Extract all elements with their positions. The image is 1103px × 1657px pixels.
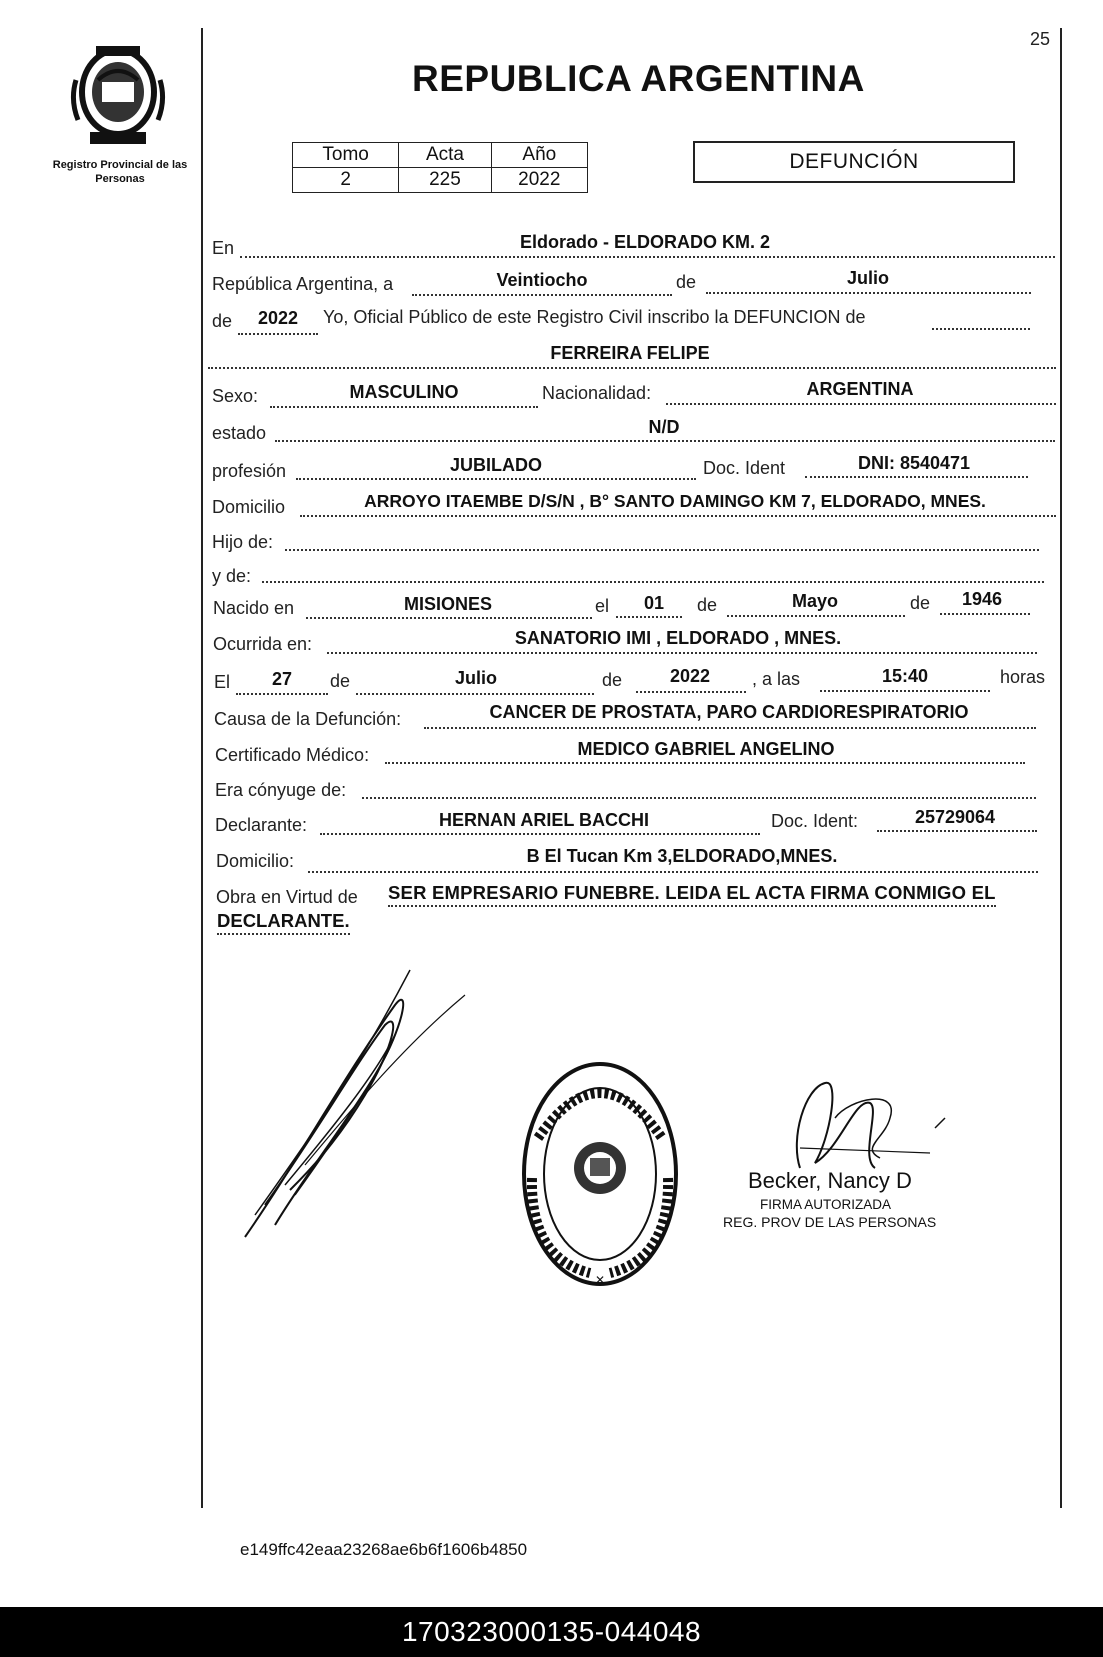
page-number: 25 — [1030, 29, 1051, 49]
label-de: de — [212, 311, 233, 331]
dotted-line — [356, 693, 594, 695]
label-hijo-de: Hijo de: — [212, 532, 274, 552]
label-domicilio: Domicilio — [212, 497, 286, 517]
nombre-value: FERREIRA FELIPE — [550, 343, 710, 363]
nac-dia-value: 01 — [643, 593, 665, 613]
dotted-line — [285, 549, 1039, 551]
label-en: En — [212, 238, 235, 258]
dotted-line — [240, 256, 1055, 258]
def-hora-value: 15:40 — [881, 666, 929, 686]
label-profesion: profesión — [212, 461, 287, 481]
dni-value: DNI: 8540471 — [857, 453, 971, 473]
official-role: FIRMA AUTORIZADA — [760, 1197, 892, 1212]
label-causa: Causa de la Defunción: — [214, 709, 402, 729]
label-republica: República Argentina, a — [212, 274, 394, 294]
official-seal — [520, 1058, 680, 1290]
label-de: de — [602, 670, 623, 690]
declarant-signature — [235, 965, 475, 1245]
ocurrida-en-value: SANATORIO IMI , ELDORADO , MNES. — [514, 628, 842, 648]
dotted-line — [636, 691, 746, 693]
dotted-line — [320, 833, 760, 835]
dotted-line — [940, 613, 1030, 615]
official-name: Becker, Nancy D — [748, 1168, 912, 1193]
dotted-line — [820, 690, 990, 692]
lugar-value: Eldorado - ELDORADO KM. 2 — [519, 232, 771, 252]
province-logo — [68, 40, 168, 148]
label-doc-ident2: Doc. Ident: — [771, 811, 859, 831]
dotted-line — [805, 476, 1028, 478]
dotted-line — [208, 367, 1056, 369]
dotted-line — [270, 406, 538, 408]
official-office: REG. PROV DE LAS PERSONAS — [723, 1214, 937, 1230]
obra-value-line2: DECLARANTE. — [217, 910, 350, 935]
dotted-line — [238, 333, 318, 335]
mes-value: Julio — [846, 268, 890, 288]
nacido-en-value: MISIONES — [403, 594, 493, 614]
label-doc-ident: Doc. Ident — [703, 458, 786, 478]
nacionalidad-value: ARGENTINA — [806, 379, 914, 399]
profesion-value: JUBILADO — [449, 455, 543, 475]
right-border-line — [1060, 28, 1062, 1508]
registry-name: Registro Provincial de las Personas — [52, 159, 188, 185]
page-title: REPUBLICA ARGENTINA — [412, 58, 865, 99]
record-type-box: DEFUNCIÓN — [693, 141, 1015, 183]
barcode-number: 170323000135-044048 — [0, 1607, 1103, 1657]
acta-header: Acta — [399, 143, 491, 168]
dotted-line — [666, 403, 1056, 405]
label-nacido-en: Nacido en — [213, 598, 295, 618]
dotted-line — [932, 328, 1030, 330]
dotted-line — [300, 515, 1056, 517]
dotted-line — [727, 615, 905, 617]
label-a-las: , a las — [752, 669, 801, 689]
nac-mes-value: Mayo — [791, 591, 839, 611]
label-el-cap: El — [214, 672, 231, 692]
anio-header: Año — [491, 143, 587, 168]
label-estado: estado — [212, 423, 267, 443]
label-ocurrida-en: Ocurrida en: — [213, 634, 313, 654]
dotted-line — [424, 727, 1036, 729]
label-certificado: Certificado Médico: — [215, 745, 370, 765]
label-de: de — [676, 272, 697, 292]
certificado-value: MEDICO GABRIEL ANGELINO — [577, 739, 835, 759]
label-el: el — [595, 596, 610, 616]
tomo-header: Tomo — [293, 143, 399, 168]
left-border-line — [201, 28, 203, 1508]
label-sexo: Sexo: — [212, 386, 259, 406]
sexo-value: MASCULINO — [349, 382, 459, 402]
dotted-line — [306, 617, 592, 619]
dotted-line — [385, 762, 1025, 764]
causa-value: CANCER DE PROSTATA, PARO CARDIORESPIRATORIO — [489, 702, 969, 722]
dotted-line — [616, 616, 682, 618]
label-domicilio2: Domicilio: — [216, 851, 295, 871]
dotted-line — [877, 830, 1037, 832]
dotted-line — [362, 797, 1036, 799]
label-de: de — [697, 595, 718, 615]
svg-text:✕: ✕ — [594, 1273, 606, 1287]
label-de: de — [910, 593, 931, 613]
def-dia-value: 27 — [271, 669, 293, 689]
def-mes-value: Julio — [454, 668, 498, 688]
record-table — [292, 142, 588, 193]
label-horas: horas — [1000, 667, 1046, 687]
label-conyuge: Era cónyuge de: — [215, 780, 347, 800]
label-obra: Obra en Virtud de — [216, 887, 358, 907]
label-nacionalidad: Nacionalidad: — [542, 383, 652, 403]
acta-value: 225 — [399, 168, 491, 193]
dotted-line — [296, 478, 696, 480]
label-declarante: Declarante: — [215, 815, 308, 835]
declarante-dom-value: B El Tucan Km 3,ELDORADO,MNES. — [526, 846, 838, 866]
label-yo-oficial: Yo, Oficial Público de este Registro Civil inscribo la DEFUNCION de — [323, 307, 866, 327]
dotted-line — [412, 294, 672, 296]
document-hash: e149ffc42eaa23268ae6b6f1606b4850 — [240, 1540, 528, 1559]
dotted-line — [262, 581, 1044, 583]
estado-value: N/D — [648, 417, 680, 437]
anio-value: 2022 — [257, 308, 299, 328]
declarante-value: HERNAN ARIEL BACCHI — [438, 810, 650, 830]
def-anio-value: 2022 — [669, 666, 711, 686]
dia-value: Veintiocho — [496, 270, 588, 290]
label-de: de — [330, 671, 351, 691]
anio-value: 2022 — [491, 168, 587, 193]
tomo-value: 2 — [293, 168, 399, 193]
dotted-line — [275, 440, 1055, 442]
dotted-line — [308, 871, 1038, 873]
obra-value-line1: SER EMPRESARIO FUNEBRE. LEIDA EL ACTA FIRMA CONMIGO EL — [388, 882, 996, 907]
label-y-de: y de: — [212, 566, 252, 586]
dotted-line — [236, 693, 328, 695]
dotted-line — [706, 292, 1031, 294]
dotted-line — [327, 652, 1037, 654]
nac-anio-value: 1946 — [961, 589, 1003, 609]
declarante-doc-value: 25729064 — [914, 807, 996, 827]
domicilio-value: ARROYO ITAEMBE D/S/N , B° SANTO DAMINGO KM 7, ELDORADO, MNES. — [364, 491, 986, 511]
